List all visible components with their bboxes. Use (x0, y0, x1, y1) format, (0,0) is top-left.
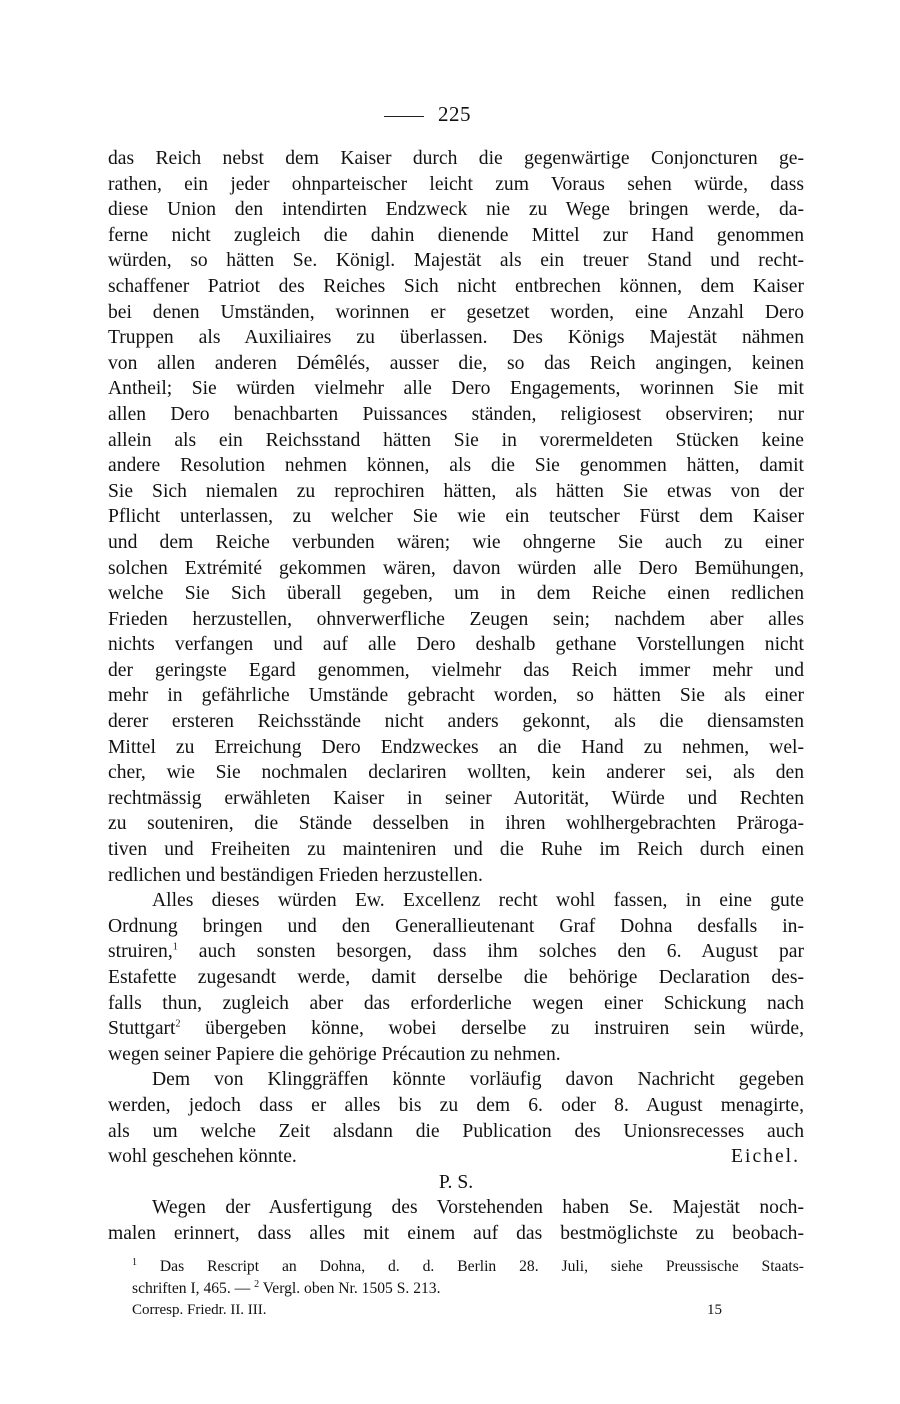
text-line: zu souteniren, die Stände desselben in ihren wohlhergebrachten Präroga- (108, 813, 804, 835)
text-line: Frieden herzustellen, ohnverwerfliche Zeugen sein; nachdem aber alles (108, 608, 804, 630)
letter-body (108, 146, 804, 1247)
text-line: das Reich nebst dem Kaiser durch die gegenwärtige Conjoncturen ge- (108, 148, 804, 169)
text-fragment: struiren, (108, 941, 173, 963)
text-line: malen erinnert, dass alles mit einem auf das bestmöglichste zu beobach- (108, 1222, 804, 1244)
text-line: Alles dieses würden Ew. Excellenz recht wohl fassen, in eine gute (152, 890, 804, 912)
text-line: bei denen Umständen, worinnen er gesetzet worden, eine Anzahl Dero (108, 301, 804, 323)
text-line: Dem von Klinggräffen könnte vorläufig davon Nachricht gegeben (152, 1069, 804, 1091)
text-line: diese Union den intendirten Endzweck nie zu Wege bringen werde, da- (108, 199, 804, 221)
text-line: wegen seiner Papiere die gehörige Précaution zu nehmen. (108, 1043, 561, 1065)
text-line: falls thun, zugleich aber das erforderliche wegen einer Schickung nach (108, 992, 804, 1014)
text-line: ferne nicht zugleich die dahin dienende Mittel zur Hand genommen (108, 224, 804, 246)
text-line: solchen Extrémité gekommen wären, davon würden alle Dero Bemühungen, (108, 557, 804, 579)
text-line (108, 1144, 804, 1170)
page-number: 225 (438, 102, 471, 126)
footnote-marker: 2 (254, 1278, 260, 1290)
text-line: allein als ein Reichsstand hätten Sie in vorermeldeten Stücken keine (108, 429, 804, 451)
text-line: rechtmässig erwähleten Kaiser in seiner Autorität, Würde und Rechten (108, 787, 804, 809)
text-line: Mittel zu Erreichung Dero Endzweckes an die Hand zu nehmen, wel- (108, 736, 804, 758)
footnote-text: schriften I, 465. — (132, 1280, 251, 1297)
text-line: werden, jedoch dass er alles bis zu dem 6. oder 8. August menagirte, (108, 1094, 804, 1116)
text-line: andere Resolution nehmen können, als die Sie genommen hätten, damit (108, 455, 804, 477)
text-line: cher, wie Sie nochmalen declariren wollten, kein anderer sei, als den (108, 762, 804, 784)
text-line: allen Dero benachbarten Puissances ständen, religiosest observiren; nur (108, 403, 804, 425)
text-fragment: auch sonsten besorgen, dass ihm solches den 6. August par (198, 941, 804, 963)
text-line (108, 1016, 804, 1042)
footnote-line (132, 1278, 804, 1300)
text-line: mehr in gefährliche Umstände gebracht worden, so hätten Sie als einer (108, 685, 804, 707)
text-line (108, 939, 804, 965)
footnote-marker: 2 (175, 1018, 181, 1030)
text-line: redlichen und beständigen Frieden herzustellen. (108, 864, 483, 886)
text-line: der geringste Egard genommen, vielmehr das Reich immer mehr und (108, 659, 804, 681)
postscript-heading: P. S. (438, 1171, 474, 1193)
text-line: Ordnung bringen und den Generallieutenant Graf Dohna desfalls in- (108, 915, 804, 937)
text-line: Estafette zugesandt werde, damit derselbe die behörige Declaration des- (108, 967, 804, 988)
text-line: von allen anderen Démêlés, ausser die, so das Reich angingen, keinen (108, 352, 804, 374)
text-line: Wegen der Ausfertigung des Vorstehenden haben Se. Majestät noch- (152, 1197, 804, 1219)
text-line: nichts verfangen und auf alle Dero deshalb gethane Vorstellungen nicht (108, 634, 804, 656)
signature-mark: 15 (707, 1302, 722, 1318)
footnote-text: Vergl. oben Nr. 1505 S. 213. (262, 1280, 441, 1297)
text-line: tiven und Freiheiten zu mainteniren und die Ruhe im Reich durch einen (108, 839, 804, 861)
footnote-text: Das Rescript an Dohna, d. d. Berlin 28. Juli, siehe Preussische Staats- (159, 1258, 804, 1275)
source-reference: Corresp. Friedr. II. III. (132, 1302, 267, 1318)
page-footer (132, 1302, 722, 1319)
page-header (0, 100, 900, 130)
text-line: rathen, ein jeder ohnparteischer leicht zum Voraus sehen würde, dass (108, 173, 804, 195)
text-line: und dem Reiche verbunden wären; wie ohngerne Sie auch zu einer (108, 531, 804, 553)
text-fragment: wohl geschehen könnte. (108, 1146, 297, 1168)
footnote-marker: 1 (132, 1256, 137, 1268)
signature: Eichel. (731, 1146, 800, 1168)
text-line: als um welche Zeit alsdann die Publication des Unionsrecesses auch (108, 1120, 804, 1142)
text-line: derer ersteren Reichsstände nicht anders gekonnt, als die diensamsten (108, 711, 804, 733)
text-line: welche Sie Sich überall gegeben, um in dem Reiche einen redlichen (108, 583, 804, 605)
text-line: Antheil; Sie würden vielmehr alle Dero Engagements, worinnen Sie mit (108, 378, 804, 400)
text-line: Truppen als Auxiliaires zu überlassen. Des Königs Majestät nähmen (108, 327, 804, 349)
footnote-line (132, 1256, 804, 1278)
text-line: Sie Sich niemalen zu reprochiren hätten, als hätten Sie etwas von der (108, 480, 804, 502)
text-line: schaffener Patriot des Reiches Sich nicht entbrechen können, dem Kaiser (108, 275, 804, 297)
footnote-marker: 1 (172, 941, 178, 953)
text-line: würden, so hätten Se. Königl. Majestät als ein treuer Stand und recht- (108, 250, 804, 272)
header-rule (384, 116, 424, 117)
text-fragment: übergeben könne, wobei derselbe zu instruiren sein würde, (205, 1018, 804, 1040)
footnotes (132, 1256, 804, 1300)
text-line: Pflicht unterlassen, zu welcher Sie wie ein teutscher Fürst dem Kaiser (108, 506, 804, 528)
text-fragment: Stuttgart (108, 1018, 176, 1040)
